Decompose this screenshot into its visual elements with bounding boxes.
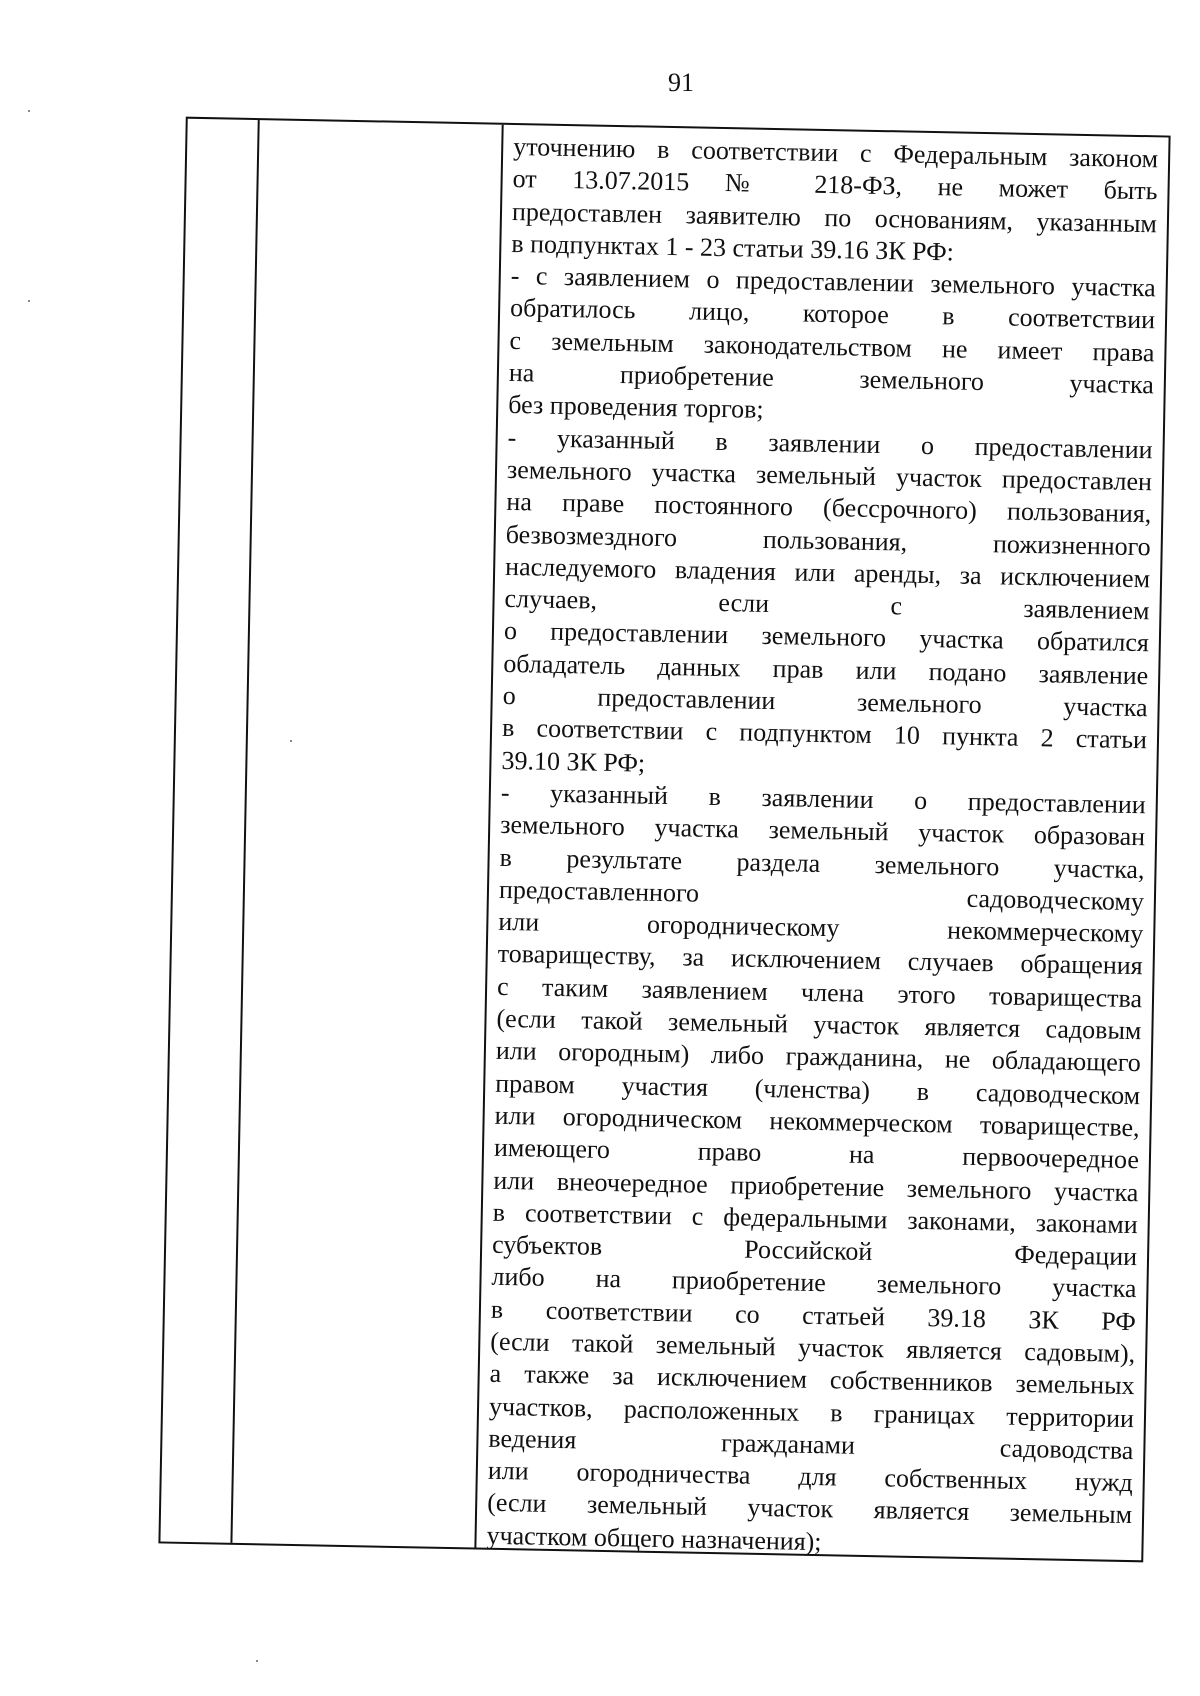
- text-line: ведения гражданами садоводства: [488, 1423, 1134, 1465]
- text-line: в подпунктах 1 - 23 статьи 39.16 ЗК РФ:: [511, 228, 955, 267]
- text-line: (если такой земельный участок является садовым: [496, 1003, 1142, 1046]
- scan-speck: [290, 740, 292, 742]
- text-line: на праве постоянного (бессрочного) пользования,: [506, 487, 1152, 529]
- scan-speck: [256, 1660, 258, 1662]
- text-line: предоставленного садоводческому: [498, 874, 1145, 917]
- text-line: (если земельный участок является земельным: [486, 1488, 1133, 1530]
- text-line: на приобретение земельного участка: [508, 358, 1155, 400]
- text-line: а также за исключением собственников земельных: [489, 1359, 1135, 1401]
- text-line: от 13.07.2015 № 218-ФЗ, не может быть: [512, 164, 1158, 206]
- text-line: участков, расположенных в границах территории: [488, 1391, 1135, 1433]
- text-line: или внеочередное приобретение земельного участка: [493, 1165, 1139, 1207]
- text-line: без проведения торгов;: [508, 390, 764, 425]
- text-line: случаев, если с заявлением: [504, 584, 1150, 626]
- text-line: земельного участка земельный участок предоставлен: [506, 454, 1153, 497]
- text-line: с таким заявлением члена этого товарищества: [496, 971, 1143, 1013]
- scan-speck: [28, 300, 30, 302]
- text-line: или огородным) либо гражданина, не обладающего: [495, 1036, 1142, 1078]
- text-line: в результате раздела земельного участка,: [499, 842, 1145, 884]
- text-line: предоставлен заявителю по основаниям, указанным: [511, 196, 1158, 238]
- text-line: в соответствии с федеральными законами, законами: [492, 1197, 1138, 1239]
- text-line: или огородническом некоммерческом товариществе,: [494, 1100, 1140, 1143]
- text-line: обратилось лицо, которое в соответствии: [509, 293, 1156, 335]
- text-line: о предоставлении земельного участка обратился: [503, 616, 1150, 658]
- text-line: в соответствии со статьей 39.18 ЗК РФ: [490, 1294, 1137, 1336]
- table-row: [158, 117, 1170, 1563]
- table-cell-name: [232, 120, 503, 1547]
- text-line: безвозмездного пользования, пожизненного: [505, 519, 1151, 561]
- text-line: (если такой земельный участок является садовым),: [490, 1326, 1136, 1369]
- text-line: - указанный в заявлении о предоставлении: [500, 777, 1147, 820]
- text-line: или огородничества для собственных нужд: [487, 1455, 1134, 1498]
- text-line: участком общего назначения);: [486, 1520, 822, 1556]
- text-line: о предоставлении земельного участка: [502, 680, 1148, 723]
- text-line: либо на приобретение земельного участка: [491, 1262, 1137, 1304]
- text-line: имеющего право на первоочередное: [493, 1132, 1140, 1175]
- page-number: 91: [668, 68, 694, 97]
- text-line: товариществу, за исключением случаев обращения: [497, 939, 1143, 981]
- text-line: земельного участка земельный участок образован: [499, 810, 1146, 852]
- text-line: уточнению в соответствии с Федеральным законом: [512, 131, 1159, 174]
- text-line: субъектов Российской Федерации: [491, 1229, 1138, 1272]
- text-line: в соответствии с подпунктом 10 пункта 2 статьи: [501, 713, 1148, 755]
- text-line: или огородническому некоммерческому: [498, 906, 1144, 949]
- text-line: - с заявлением о предоставлении земельного участка: [510, 261, 1156, 303]
- text-line: обладатель данных прав или подано заявление: [503, 648, 1149, 691]
- text-line: - указанный в заявлении о предоставлении: [507, 422, 1153, 464]
- text-line: с земельным законодательством не имеет права: [509, 325, 1155, 368]
- document-table: [158, 117, 1170, 1563]
- text-line: правом участия (членства) в садоводческом: [495, 1068, 1141, 1110]
- table-cell-text: [476, 125, 1168, 1561]
- text-line: 39.10 ЗК РФ;: [501, 745, 646, 778]
- scan-speck: [28, 110, 30, 112]
- text-line: наследуемого владения или аренды, за исключением: [504, 551, 1151, 594]
